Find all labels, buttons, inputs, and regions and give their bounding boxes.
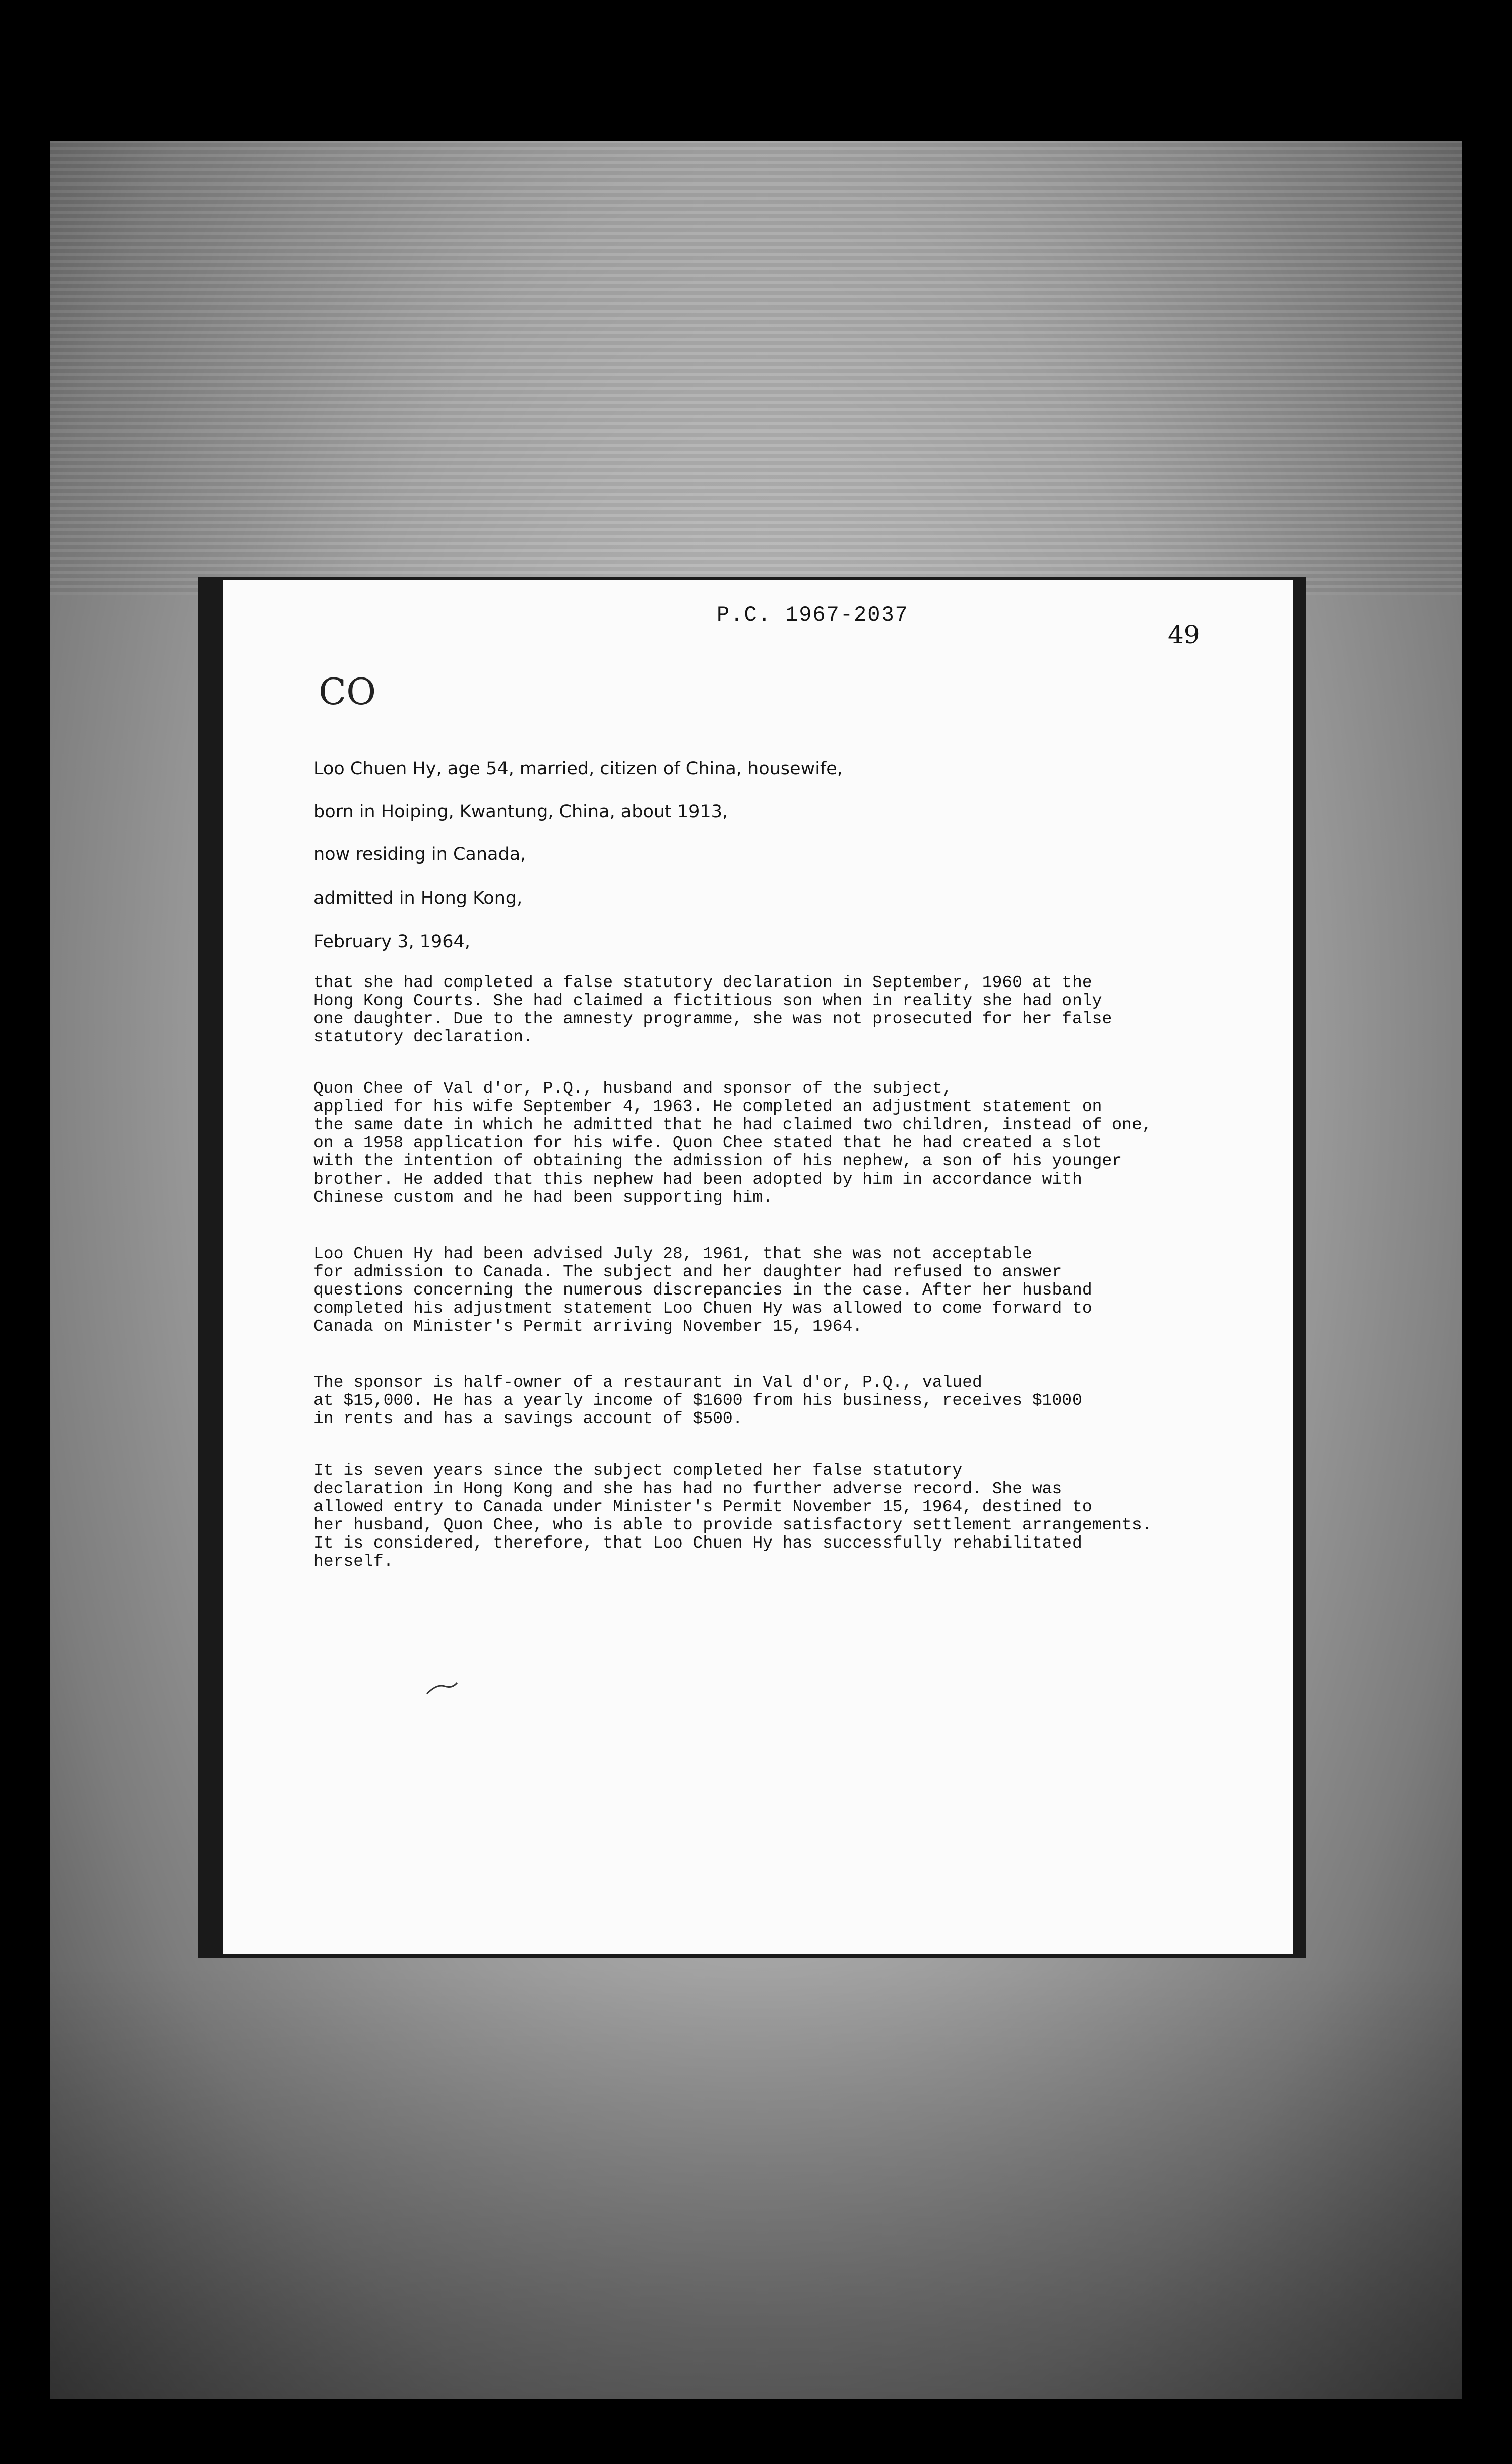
subject-line: February 3, 1964,: [313, 932, 470, 952]
body-paragraph: that she had completed a false statutory declaration in September, 1960 at the Hong Kong Courts. She had claimed a fictitious son when in reality she had only one daughter. Due to the amnesty programme, she was not prosecuted for her false statutory declaration.: [313, 973, 1112, 1046]
scan-streaks: [50, 141, 1462, 595]
subject-line: born in Hoiping, Kwantung, China, about 1913,: [313, 802, 728, 822]
subject-line: admitted in Hong Kong,: [313, 888, 523, 908]
order-number: P.C. 1967-2037: [717, 603, 909, 627]
subject-line: now residing in Canada,: [313, 844, 526, 865]
body-paragraph: It is seven years since the subject completed her false statutory declaration in Hong Kong and she has had no further adverse record. She was allowed entry to Canada under Minister's Permit November 15, 1964, destined to her husband, Quon Chee, who is able to provide satisfactory settlement arrangements. It is considered, therefore, that Loo Chuen Hy has successfully rehabilitated herself.: [313, 1461, 1152, 1571]
body-paragraph: The sponsor is half-owner of a restaurant in Val d'or, P.Q., valued at $15,000. He has a yearly income of $1600 from his business, receives $1000 in rents and has a savings account of $500.: [313, 1373, 1082, 1428]
body-paragraph: Loo Chuen Hy had been advised July 28, 1961, that she was not acceptable for admission to Canada. The subject and her daughter had refused to answer questions concerning the numerous discrepancies in the case. After her husband completed his adjustment statement Loo Chuen Hy was allowed to come forward to Canada on Minister's Permit arriving November 15, 1964.: [313, 1245, 1092, 1336]
scan-shadow: [50, 1966, 1462, 2399]
pen-stroke-mark: [424, 1679, 460, 1699]
body-paragraph: Quon Chee of Val d'or, P.Q., husband and sponsor of the subject, applied for his wife September 4, 1963. He completed an adjustment statement on the same date in which he admitted that he had claimed two children, instead of one, on a 1958 application for his wife. Quon Chee stated that he had created a slot with the intention of obtaining the admission of his nephew, a son of his younger brother. He added that this nephew had been adopted by him in accordance with Chinese custom and he had been supporting him.: [313, 1079, 1152, 1207]
subject-line: Loo Chuen Hy, age 54, married, citizen of China, housewife,: [313, 759, 843, 779]
document-page: [223, 580, 1293, 1954]
page-number: 49: [1168, 620, 1200, 649]
margin-mark: CO: [319, 670, 376, 713]
